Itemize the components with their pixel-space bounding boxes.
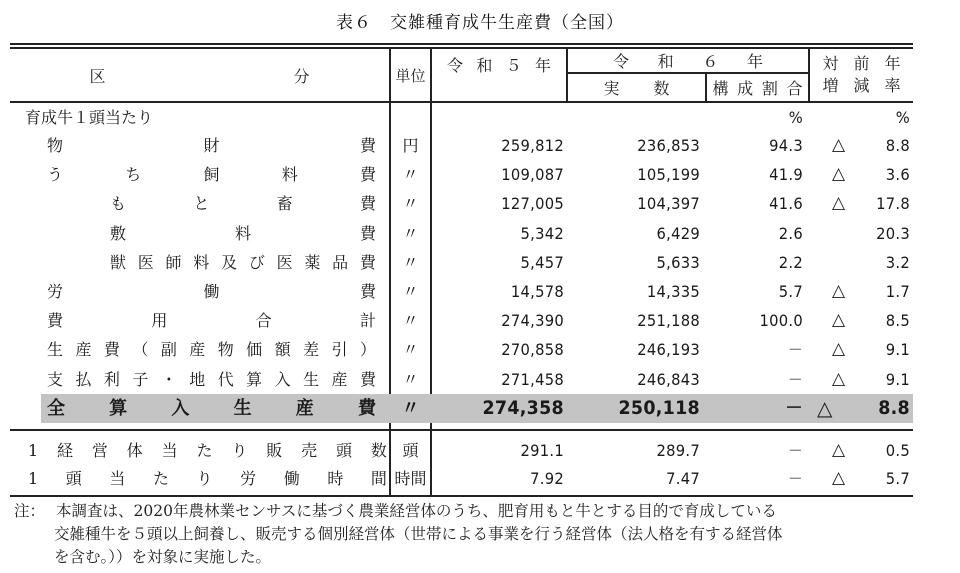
header-r5-char: 令 — [447, 55, 464, 75]
row-label-char: 合 — [255, 311, 272, 331]
header-kubun-char: 区 — [89, 66, 106, 86]
row-label-char: 生 — [303, 369, 320, 389]
r5-value: 259,812 — [501, 136, 564, 155]
r5-value: 274,358 — [482, 396, 564, 419]
row-label-char: 当 — [161, 441, 178, 460]
decrease-triangle-icon: △ — [817, 395, 833, 420]
row-label-char: 費 — [103, 340, 120, 360]
r5-value: 127,005 — [501, 194, 564, 214]
row-label-char: 医 — [276, 252, 293, 272]
row-label — [47, 160, 376, 189]
row-label-char: う — [47, 165, 64, 185]
header-taizen-char: 率 — [884, 76, 901, 95]
r6-value: 246,193 — [637, 340, 700, 360]
row-label-char: 用 — [151, 311, 168, 331]
decrease-triangle-icon: △ — [832, 468, 846, 488]
row-label-char: 労 — [240, 469, 257, 488]
header-jissu-char: 数 — [653, 79, 670, 98]
share-value: 100.0 — [759, 311, 803, 331]
row-label-char: 獣 — [110, 252, 127, 272]
header-r6-char: 和 — [657, 52, 674, 71]
row-label-char: 売 — [301, 441, 318, 460]
notes-line-2: 交雑種牛を５頭以上飼養し、販売する個別経営体（世帯による事業を行う経営体（法人格を有する経営体 — [54, 525, 783, 543]
delta-value: 3.2 — [885, 252, 910, 272]
header-taizen-char: 年 — [884, 54, 901, 73]
row-label-char: 畜 — [276, 194, 293, 214]
table-row — [10, 464, 913, 493]
r5-value: 7.92 — [530, 469, 564, 488]
row-label-char: 全 — [47, 397, 65, 419]
r6-value: 5,633 — [656, 252, 700, 272]
unit-cell: 〃 — [402, 223, 419, 243]
table-row — [10, 248, 913, 277]
row-label — [47, 277, 376, 306]
r6-value: 236,853 — [637, 136, 700, 155]
row-label-char: 差 — [303, 340, 320, 360]
header-taizen-char: 増 — [822, 76, 839, 95]
r6-value: 14,335 — [646, 282, 700, 301]
r6-value: 250,118 — [618, 396, 700, 419]
row-label-char: 体 — [126, 441, 143, 460]
notes-line-1: 本調査は、2020年農林業センサスに基づく農業経営体のうち、肥育用もと牛とする目的で育成している — [56, 502, 777, 520]
header-jissu-char: 実 — [603, 79, 620, 98]
row-label-char: 頭 — [336, 441, 353, 460]
row-label-char: 入 — [274, 369, 291, 389]
row-label-char: 薬 — [304, 252, 321, 272]
section-row — [10, 103, 913, 132]
row-label-char: 計 — [359, 311, 376, 331]
table-title: 表６ 交雑種育成牛生産費（全国） — [336, 13, 624, 33]
delta-value: 17.8 — [876, 194, 910, 214]
row-label-char: 物 — [217, 340, 234, 360]
row-label-char: と — [193, 194, 210, 214]
row-label-char: た — [152, 469, 169, 488]
r6-value: 251,188 — [637, 311, 700, 331]
share-value: 94.3 — [769, 136, 803, 155]
decrease-triangle-icon: △ — [832, 193, 846, 214]
header-top-rule — [10, 43, 913, 45]
share-value: 41.6 — [769, 194, 803, 214]
table-row — [10, 277, 913, 306]
header-r6-char: 令 — [613, 52, 630, 71]
row-label-char: 生 — [233, 397, 252, 419]
delta-value: 1.7 — [885, 282, 910, 301]
row-label-char: も — [110, 194, 127, 214]
row-label-char: 品 — [332, 252, 349, 272]
row-label-char: 価 — [246, 340, 263, 360]
row-label-char: 当 — [109, 469, 126, 488]
row-label — [110, 219, 376, 248]
row-label-char: 1 — [28, 441, 39, 460]
row-label-char: 料 — [281, 165, 298, 185]
delta-value: 20.3 — [876, 223, 910, 243]
row-label-char: 営 — [91, 441, 108, 460]
row-label-char: 費 — [359, 194, 376, 214]
row-label-char: 引 — [331, 340, 348, 360]
row-label-char: 支 — [47, 369, 64, 389]
header-r5-char: 和 — [476, 55, 493, 75]
row-label-char: 頭 — [65, 469, 82, 488]
section-rule — [10, 429, 913, 431]
row-label-char: り — [196, 469, 213, 488]
row-label-char: 利 — [103, 369, 120, 389]
delta-value: 3.6 — [885, 165, 910, 185]
row-label-char: 額 — [274, 340, 291, 360]
row-label-char: 財 — [203, 136, 220, 155]
row-label-char: 働 — [283, 469, 300, 488]
share-value: 2.6 — [778, 223, 803, 243]
table-bottom-rule — [10, 495, 913, 497]
row-label-char: ・ — [160, 369, 177, 389]
header-jissu — [568, 74, 705, 101]
row-label — [110, 248, 376, 277]
row-label-char: 入 — [171, 397, 190, 419]
row-label-char: 費 — [359, 369, 376, 389]
delta-value: 8.5 — [885, 311, 910, 331]
notes-line-3: を含む。））を対象に実施した。 — [54, 548, 272, 566]
delta-value: 9.1 — [885, 369, 910, 389]
row-label-char: 費 — [359, 223, 376, 243]
decrease-triangle-icon: △ — [832, 339, 846, 360]
row-label-char: ち — [125, 165, 142, 185]
header-r6 — [568, 49, 808, 72]
row-label-char: 払 — [75, 369, 92, 389]
r5-value: 270,858 — [501, 340, 564, 360]
row-label-char: 物 — [47, 136, 64, 155]
row-label-char: ） — [359, 340, 376, 360]
section-label: 育成牛１頭当たり — [25, 108, 154, 127]
row-label-char: 時 — [327, 469, 344, 488]
header-r5-char: 年 — [534, 55, 551, 75]
row-label-char: 費 — [359, 282, 376, 301]
share-value: 5.7 — [778, 282, 803, 301]
row-label-char: 算 — [109, 397, 128, 419]
row-label-char: 費 — [359, 136, 376, 155]
row-label-char: 医 — [137, 252, 154, 272]
unit-cell: 〃 — [402, 194, 419, 214]
row-label-char: 間 — [370, 469, 387, 488]
row-label-char: 1 — [28, 469, 39, 488]
table-row — [10, 160, 913, 189]
r6-value: 6,429 — [656, 223, 700, 243]
table-row — [10, 131, 913, 160]
row-label-char: 飼 — [203, 165, 220, 185]
unit-cell: 〃 — [402, 252, 419, 272]
decrease-triangle-icon: △ — [832, 281, 846, 301]
delta-value: 0.5 — [885, 441, 910, 460]
r6-value: 105,199 — [637, 165, 700, 185]
table-row — [10, 436, 913, 465]
r5-value: 274,390 — [501, 311, 564, 331]
row-label-char: た — [196, 441, 213, 460]
row-label-char: 産 — [331, 369, 348, 389]
unit-cell: 〃 — [401, 397, 420, 419]
row-label-char: 及 — [221, 252, 238, 272]
header-taizen — [810, 49, 913, 101]
row-label-char: 師 — [165, 252, 182, 272]
unit-cell: 〃 — [402, 369, 419, 389]
header-kosei-char: 合 — [786, 79, 803, 98]
r6-value: 289.7 — [656, 441, 700, 460]
row-label-char: 産 — [75, 340, 92, 360]
table-row — [10, 365, 913, 394]
row-label-char: 産 — [189, 340, 206, 360]
table-row — [10, 306, 913, 335]
r5-value: 291.1 — [520, 441, 564, 460]
share-unit: % — [788, 108, 803, 127]
header-kosei-char: 割 — [761, 79, 778, 98]
row-label-char: 費 — [357, 397, 376, 419]
row-label-char: 経 — [57, 441, 74, 460]
header-kubun-char: 分 — [293, 66, 310, 86]
row-label-char: 労 — [47, 282, 64, 301]
row-label — [28, 436, 387, 465]
r5-value: 109,087 — [501, 165, 564, 185]
header-r6-char: 年 — [746, 52, 763, 71]
share-value: － — [787, 340, 803, 360]
table-row — [10, 219, 913, 248]
r5-value: 5,457 — [520, 252, 564, 272]
header-taizen-char: 対 — [822, 54, 839, 73]
delta-value: 8.8 — [878, 396, 910, 419]
unit-cell: 〃 — [402, 165, 419, 185]
r5-value: 14,578 — [510, 282, 564, 301]
header-taizen-char: 減 — [853, 76, 870, 95]
header-r6-char: ６ — [702, 52, 719, 71]
decrease-triangle-icon: △ — [832, 164, 846, 185]
row-label-char: 費 — [359, 252, 376, 272]
row-label-char: 算 — [246, 369, 263, 389]
row-label-char: 敷 — [110, 223, 127, 243]
notes-label: 注： — [14, 502, 46, 520]
delta-value: 5.7 — [885, 469, 910, 488]
row-label-char: 生 — [47, 340, 64, 360]
decrease-triangle-icon: △ — [832, 368, 846, 389]
row-label — [110, 189, 376, 218]
row-label-char: 代 — [217, 369, 234, 389]
r6-value: 246,843 — [637, 369, 700, 389]
row-label-char: 費 — [359, 165, 376, 185]
row-label — [47, 394, 376, 423]
unit-cell: 頭 — [402, 441, 419, 460]
header-kubun — [10, 49, 389, 101]
row-label-char: 販 — [266, 441, 283, 460]
share-value: － — [787, 469, 803, 488]
row-label-char: 料 — [234, 223, 251, 243]
delta-unit: % — [895, 108, 910, 127]
row-label-char: 働 — [203, 282, 220, 301]
header-kosei — [707, 74, 808, 101]
share-value: － — [787, 369, 803, 389]
row-label — [28, 464, 387, 493]
unit-cell: 時間 — [394, 469, 427, 488]
row-label — [47, 365, 376, 394]
unit-cell: 〃 — [402, 282, 419, 301]
delta-value: 9.1 — [885, 340, 910, 360]
header-unit: 単位 — [395, 66, 426, 85]
row-label — [47, 335, 376, 364]
table-row — [10, 335, 913, 364]
decrease-triangle-icon: △ — [832, 135, 846, 155]
unit-cell: 〃 — [402, 340, 419, 360]
r6-value: 104,397 — [637, 194, 700, 214]
share-value: 41.9 — [769, 165, 803, 185]
unit-cell: 円 — [402, 136, 419, 155]
delta-value: 8.8 — [885, 136, 910, 155]
share-value: 2.2 — [778, 252, 803, 272]
row-label-char: 費 — [47, 311, 64, 331]
r5-value: 271,458 — [501, 369, 564, 389]
row-label — [47, 131, 376, 160]
header-r5-char: ５ — [505, 55, 522, 75]
share-value: － — [785, 396, 803, 419]
row-label-char: 数 — [370, 441, 387, 460]
table-row — [41, 394, 913, 423]
unit-cell: 〃 — [402, 311, 419, 331]
header-kosei-char: 構 — [712, 79, 729, 98]
table-row — [10, 189, 913, 218]
row-label-char: 産 — [295, 397, 314, 419]
decrease-triangle-icon: △ — [832, 440, 846, 460]
row-label — [47, 306, 376, 335]
row-label-char: （ — [132, 340, 149, 360]
header-kosei-char: 成 — [737, 79, 754, 98]
r5-value: 5,342 — [520, 223, 564, 243]
row-label-char: 料 — [193, 252, 210, 272]
row-label-char: び — [248, 252, 265, 272]
row-label-char: 子 — [132, 369, 149, 389]
row-label-char: 副 — [160, 340, 177, 360]
row-label-char: り — [231, 441, 248, 460]
r6-value: 7.47 — [666, 469, 700, 488]
header-r5 — [432, 49, 566, 101]
header-taizen-char: 前 — [853, 54, 870, 73]
share-value: － — [787, 441, 803, 460]
decrease-triangle-icon: △ — [832, 310, 846, 331]
row-label-char: 地 — [189, 369, 206, 389]
